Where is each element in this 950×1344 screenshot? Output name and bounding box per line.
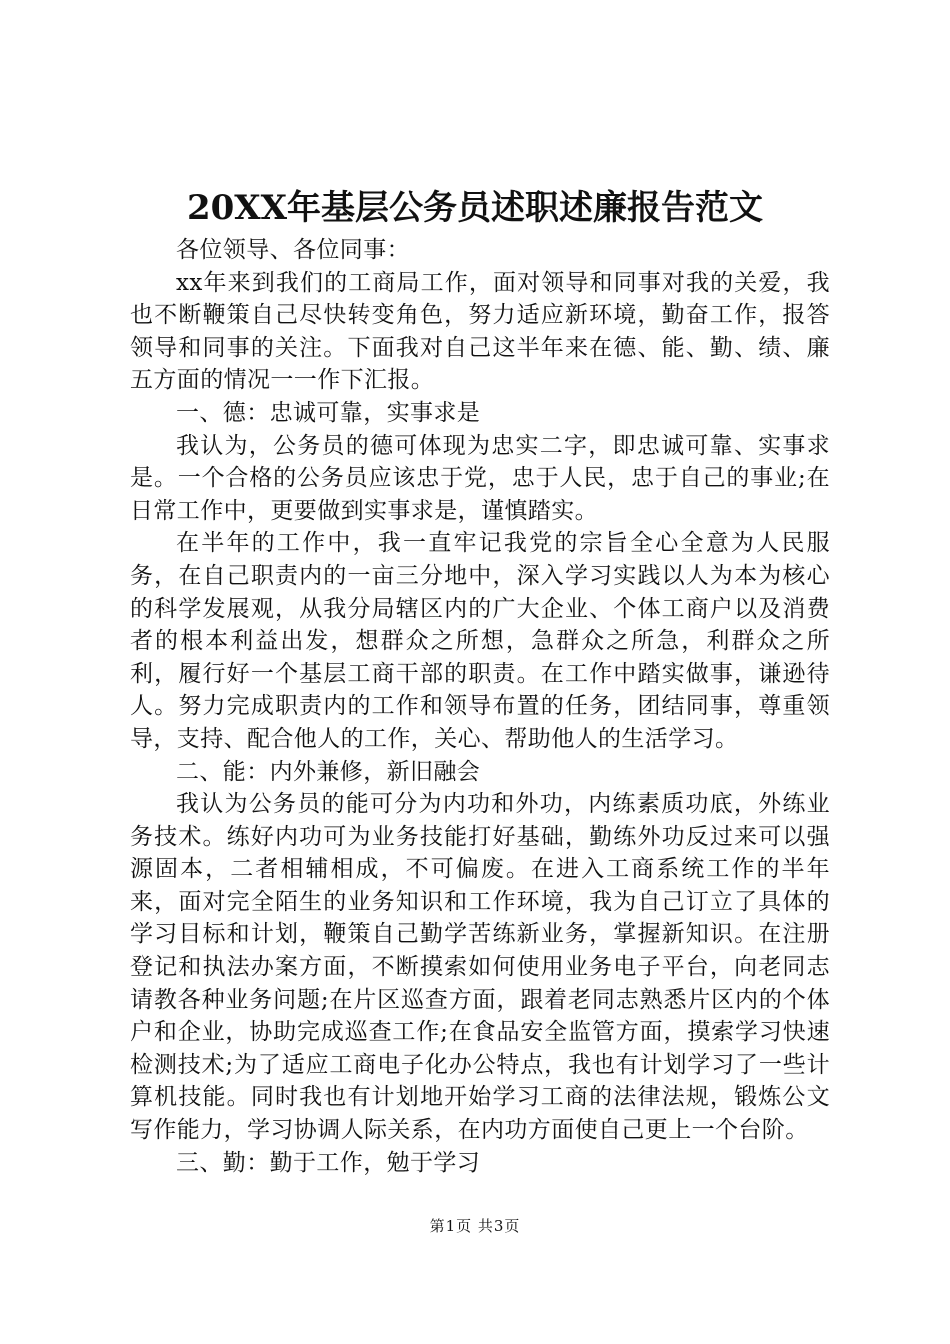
page-number-footer: 第1页 共3页 [429, 1217, 521, 1235]
document-body [130, 234, 830, 1179]
section-heading-de: 一、德：忠诚可靠，实事求是 [176, 399, 481, 426]
document-title: 20XX年基层公务员述职述廉报告范文 [186, 188, 764, 228]
body-paragraph: 我认为公务员的能可分为内功和外功，内练素质功底，外练业务技术。练好内功可为业务技能打好基础，勤练外功反过来可以强源固本，二者相辅相成，不可偏废。在进入工商系统工作的半年来，面对完全陌生的业务知识和工作环境，我为自己订立了具体的学习目标和计划，鞭策自己勤学苦练新业务，掌握新知识。在注册登记和执法办案方面，不断摸索如何使用业务电子平台，向老同志请教各种业务问题;在片区巡查方面，跟着老同志熟悉片区内的个体户和企业，协助完成巡查工作;在食品安全监管方面，摸索学习快速检测技术;为了适应工商电子化办公特点，我也有计划学习了一些计算机技能。同时我也有计划地开始学习工商的法律法规，锻炼公文写作能力，学习协调人际关系，在内功方面使自己更上一个台阶。 [130, 791, 830, 1144]
intro-paragraph: xx年来到我们的工商局工作，面对领导和同事对我的关爱，我也不断鞭策自己尽快转变角色，努力适应新环境，勤奋工作，报答领导和同事的关注。下面我对自己这半年来在德、能、勤、绩、廉五方面的情况一一作下汇报。 [130, 269, 830, 394]
salutation-paragraph: 各位领导、各位同事： [176, 237, 410, 263]
section-heading-neng: 二、能：内外兼修，新旧融会 [176, 758, 481, 785]
section-heading-qin: 三、勤：勤于工作，勉于学习 [176, 1149, 481, 1176]
body-paragraph: 我认为，公务员的德可体现为忠实二字，即忠诚可靠、实事求是。一个合格的公务员应该忠于党，忠于人民，忠于自己的事业;在日常工作中，更要做到实事求是，谨慎踏实。 [130, 432, 830, 524]
body-paragraph: 在半年的工作中，我一直牢记我党的宗旨全心全意为人民服务，在自己职责内的一亩三分地中，深入学习实践以人为本为核心的科学发展观，从我分局辖区内的广大企业、个体工商户以及消费者的根本利益出发，想群众之所想，急群众之所急，利群众之所利，履行好一个基层工商干部的职责。在工作中踏实做事，谦逊待人。努力完成职责内的工作和领导布置的任务，团结同事，尊重领导，支持、配合他人的工作，关心、帮助他人的生活学习。 [130, 530, 830, 752]
